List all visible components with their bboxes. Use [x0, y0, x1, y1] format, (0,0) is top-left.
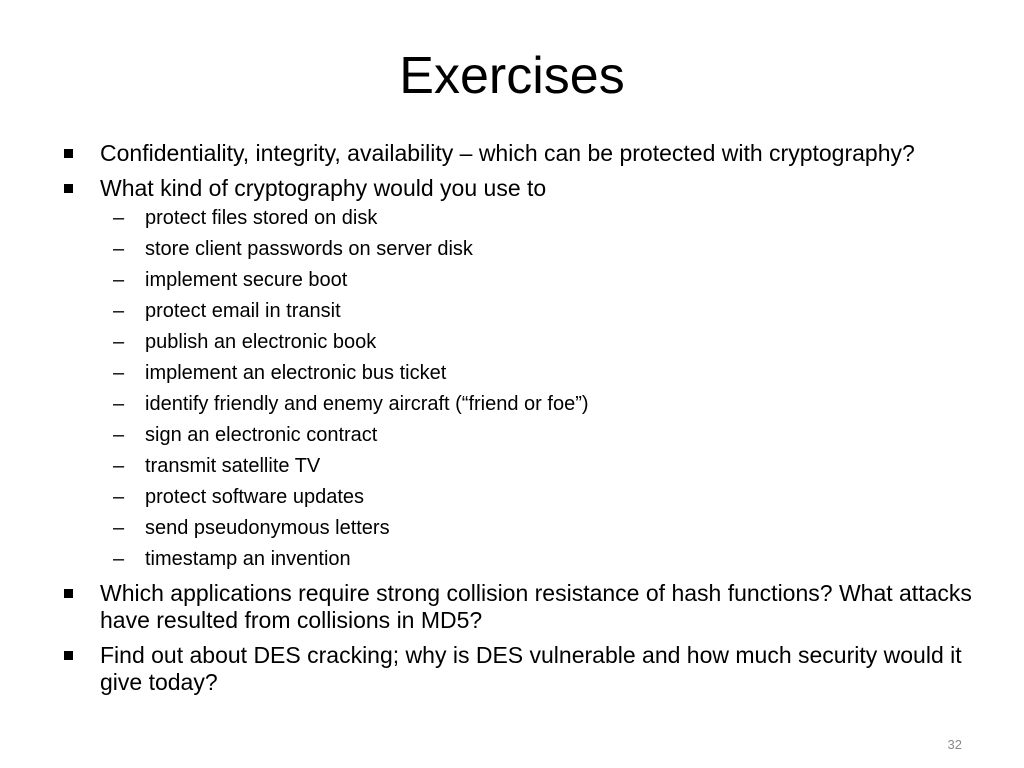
dash-bullet-icon: –: [113, 393, 125, 415]
bullet-text: Confidentiality, integrity, availability – which can be protected with cryptography?: [100, 140, 915, 166]
sub-bullet-item: [100, 206, 992, 231]
dash-bullet-icon: –: [113, 238, 125, 260]
sub-bullet-text: protect software updates: [145, 486, 365, 508]
sub-bullet-item: [100, 485, 992, 510]
sub-bullet-item: [100, 330, 992, 355]
sub-bullet-text: protect files stored on disk: [145, 207, 378, 229]
sub-bullet-item: [100, 547, 992, 572]
square-bullet-icon: [64, 184, 73, 193]
dash-bullet-icon: –: [113, 362, 125, 384]
dash-bullet-icon: –: [113, 269, 125, 291]
sub-bullet-item: [100, 268, 992, 293]
bullet-text: What kind of cryptography would you use to: [100, 175, 547, 201]
dash-bullet-icon: –: [113, 486, 125, 508]
bullet-item: [62, 642, 992, 696]
bullet-text: Find out about DES cracking; why is DES vulnerable and how much security would it give today?: [100, 642, 962, 695]
bullet-item: [62, 580, 992, 634]
sub-bullet-text: implement secure boot: [145, 269, 348, 291]
sub-bullet-item: [100, 423, 992, 448]
sub-bullet-text: publish an electronic book: [145, 331, 377, 353]
dash-bullet-icon: –: [113, 300, 125, 322]
dash-bullet-icon: –: [113, 424, 125, 446]
sub-bullet-text: protect email in transit: [145, 300, 341, 322]
dash-bullet-icon: –: [113, 548, 125, 570]
bullet-list: [62, 140, 992, 704]
slide-title: Exercises: [399, 47, 625, 105]
sub-bullet-item: [100, 516, 992, 541]
sub-bullet-text: identify friendly and enemy aircraft (“friend or foe”): [145, 393, 589, 415]
square-bullet-icon: [64, 149, 73, 158]
sub-bullet-list: [100, 206, 992, 572]
sub-bullet-text: store client passwords on server disk: [145, 238, 473, 260]
square-bullet-icon: [64, 651, 73, 660]
bullet-item: [62, 140, 992, 167]
bullet-item: [62, 175, 992, 572]
square-bullet-icon: [64, 589, 73, 598]
dash-bullet-icon: –: [113, 207, 125, 229]
dash-bullet-icon: –: [113, 331, 125, 353]
sub-bullet-item: [100, 454, 992, 479]
sub-bullet-text: timestamp an invention: [145, 548, 351, 570]
dash-bullet-icon: –: [113, 517, 125, 539]
sub-bullet-item: [100, 361, 992, 386]
page-number: 32: [947, 737, 962, 752]
sub-bullet-item: [100, 237, 992, 262]
bullet-text: Which applications require strong collision resistance of hash functions? What attacks have resulted from collisions in MD5?: [100, 580, 972, 633]
dash-bullet-icon: –: [113, 455, 125, 477]
sub-bullet-text: send pseudonymous letters: [145, 517, 390, 539]
sub-bullet-text: implement an electronic bus ticket: [145, 362, 447, 384]
sub-bullet-item: [100, 299, 992, 324]
sub-bullet-text: transmit satellite TV: [145, 455, 321, 477]
sub-bullet-item: [100, 392, 992, 417]
sub-bullet-text: sign an electronic contract: [145, 424, 378, 446]
